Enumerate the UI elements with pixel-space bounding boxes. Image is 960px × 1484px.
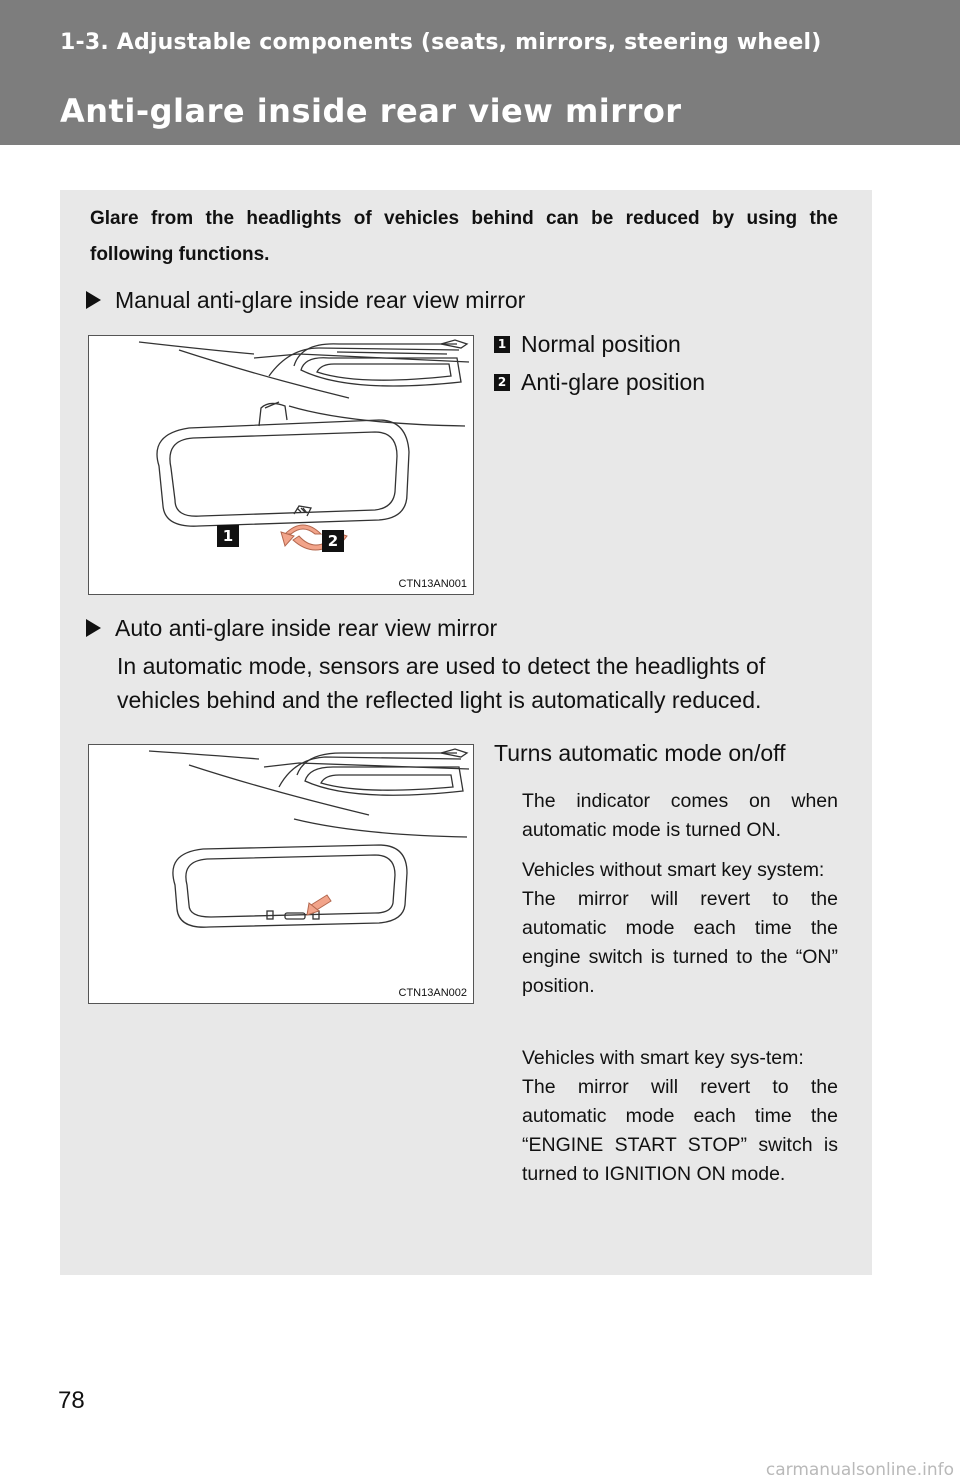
note-indicator: The indicator comes on when automatic mode is turned ON. — [522, 790, 838, 841]
legend-item-anti-glare — [494, 366, 705, 398]
section-title: 1-3. Adjustable components (seats, mirrors, steering wheel) — [60, 30, 822, 55]
manual-heading-text: Manual anti-glare inside rear view mirror — [115, 287, 526, 313]
manual-heading — [86, 284, 525, 316]
note-with-smart-key: Vehicles with smart key sys-tem: The mirror will revert to the automatic mode each time the “ENGINE START STOP” switch is turned to IGNITION ON mode. — [522, 1047, 838, 1185]
bullet-triangle-icon — [86, 619, 101, 637]
auto-description: In automatic mode, sensors are used to detect the headlights of vehicles behind and the reflected light is automatically reduced. — [117, 653, 766, 713]
manual-mirror-figure — [88, 335, 474, 595]
figure-label-2: 2 — [322, 530, 344, 552]
page-title: Anti-glare inside rear view mirror — [60, 92, 682, 130]
auto-heading — [86, 612, 497, 644]
figure-label-1: 1 — [217, 525, 239, 547]
intro-text: Glare from the headlights of vehicles behind can be reduced by using the following functions. — [90, 208, 838, 265]
auto-mirror-illustration — [89, 745, 473, 1003]
legend-item-normal — [494, 328, 681, 360]
figure-code: CTN13AN002 — [398, 987, 467, 999]
bullet-triangle-icon — [86, 291, 101, 309]
note-without-smart-key: Vehicles without smart key system: The mirror will revert to the automatic mode each time the engine switch is turned to the “ON” position. — [522, 859, 838, 997]
auto-mirror-figure — [88, 744, 474, 1004]
watermark: carmanualsonline.info — [765, 1460, 954, 1480]
legend-label-anti-glare: Anti-glare position — [521, 369, 706, 395]
chapter-header — [0, 0, 960, 145]
auto-switch-heading: Turns automatic mode on/off — [494, 740, 786, 766]
figure-code: CTN13AN001 — [398, 578, 467, 590]
number-2-badge: 2 — [494, 374, 510, 391]
page-number: 78 — [58, 1387, 85, 1414]
number-1-badge: 1 — [494, 336, 510, 353]
manual-mirror-illustration — [89, 336, 473, 594]
auto-heading-text: Auto anti-glare inside rear view mirror — [115, 615, 498, 641]
legend-label-normal: Normal position — [521, 331, 681, 357]
